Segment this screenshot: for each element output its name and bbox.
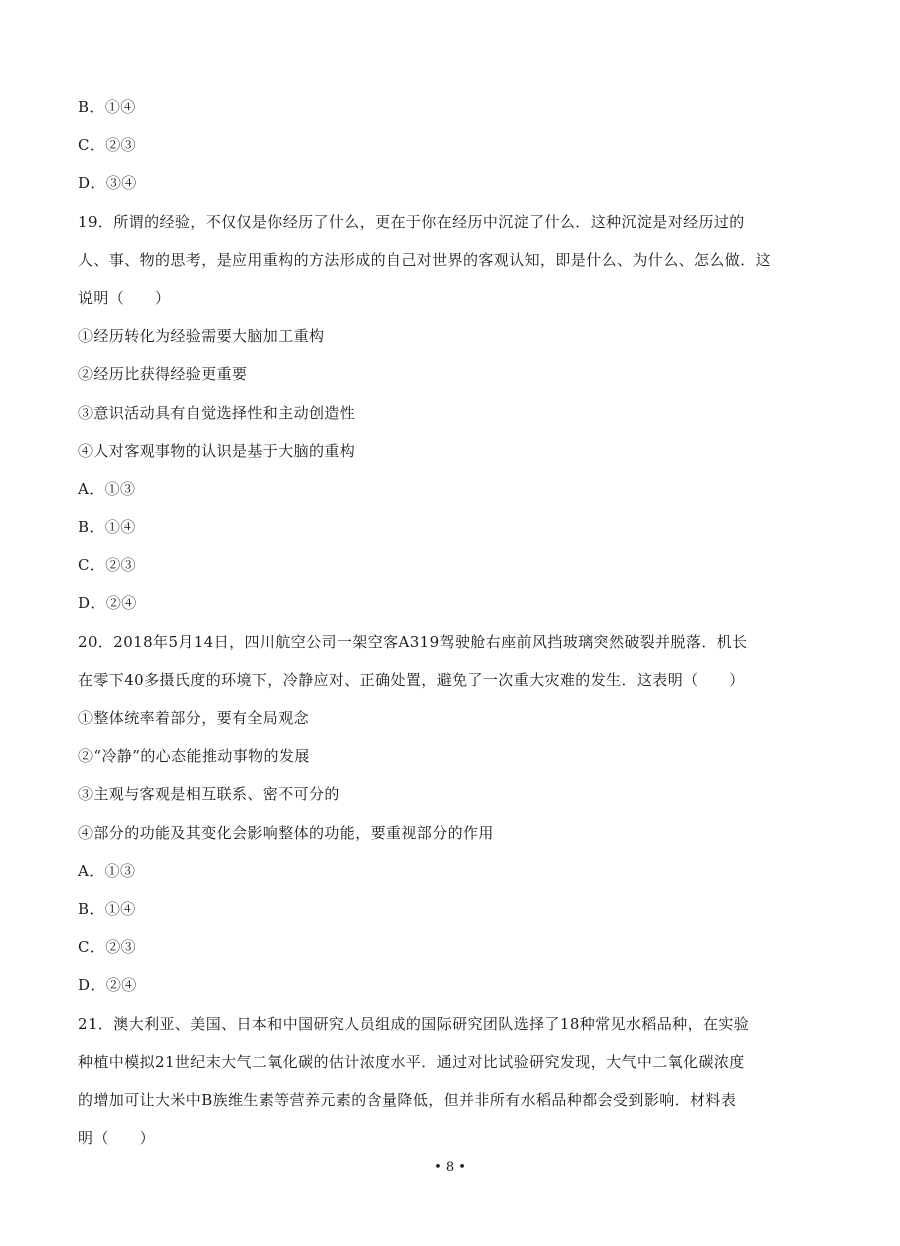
q20-statement-2: ②“冷静”的心态能推动事物的发展 — [78, 747, 310, 766]
option-c-prev: C．②③ — [78, 136, 137, 155]
q20-option-b: B．①④ — [78, 899, 136, 918]
q19-statement-2: ②经历比获得经验更重要 — [78, 365, 248, 384]
option-d-prev: D．③④ — [78, 174, 137, 193]
option-b-prev: B．①④ — [78, 98, 136, 116]
q19-option-a: A．①③ — [78, 479, 136, 498]
q20-statement-4: ④部分的功能及其变化会影响整体的功能，要重视部分的作用 — [78, 823, 494, 842]
q20-option-c: C．②③ — [78, 938, 137, 957]
q19-statement-3: ③意识活动具有自觉选择性和主动创造性 — [78, 403, 356, 422]
question-19-line-2: 人、事、物的思考，是应用重构的方法形成的自己对世界的客观认知，即是什么、为什么、怎么做．这 — [78, 250, 772, 269]
q19-option-d: D．②④ — [78, 594, 137, 613]
q19-option-c: C．②③ — [78, 556, 137, 575]
q20-option-d: D．②④ — [78, 976, 137, 995]
q20-statement-3: ③主观与客观是相互联系、密不可分的 — [78, 785, 340, 804]
q20-statement-1: ①整体统率着部分，要有全局观念 — [78, 709, 310, 727]
q20-option-a: A．①③ — [78, 861, 136, 880]
question-21-line-1: 21．澳大利亚、美国、日本和中国研究人员组成的国际研究团队选择了18种常见水稻品种，在实验 — [78, 1014, 750, 1033]
question-20-line-1: 20．2018年5月14日，四川航空公司一架空客A319驾驶舱右座前风挡玻璃突然破裂并脱落．机长 — [78, 632, 748, 651]
question-19-line-3: 说明（ ） — [78, 288, 171, 307]
document-page — [78, 88, 824, 1157]
question-21-line-4: 明（ ） — [78, 1129, 156, 1148]
q19-statement-1: ①经历转化为经验需要大脑加工重构 — [78, 327, 325, 346]
question-21-line-2: 种植中模拟21世纪末大气二氧化碳的估计浓度水平．通过对比试验研究发现，大气中二氧化碳浓度 — [78, 1052, 745, 1071]
q19-option-b: B．①④ — [78, 518, 136, 537]
page-number: • 8 • — [434, 1160, 466, 1175]
question-19-line-1: 19．所谓的经验，不仅仅是你经历了什么，更在于你在经历中沉淀了什么．这种沉淀是对经历过的 — [78, 212, 745, 231]
question-20-line-2: 在零下40多摄氏度的环境下，冷静应对、正确处置，避免了一次重大灾难的发生．这表明（ ） — [78, 670, 745, 689]
question-21-line-3: 的增加可让大米中B族维生素等营养元素的含量降低，但并非所有水稻品种都会受到影响．材料表 — [78, 1090, 737, 1109]
q19-statement-4: ④人对客观事物的认识是基于大脑的重构 — [78, 441, 356, 460]
